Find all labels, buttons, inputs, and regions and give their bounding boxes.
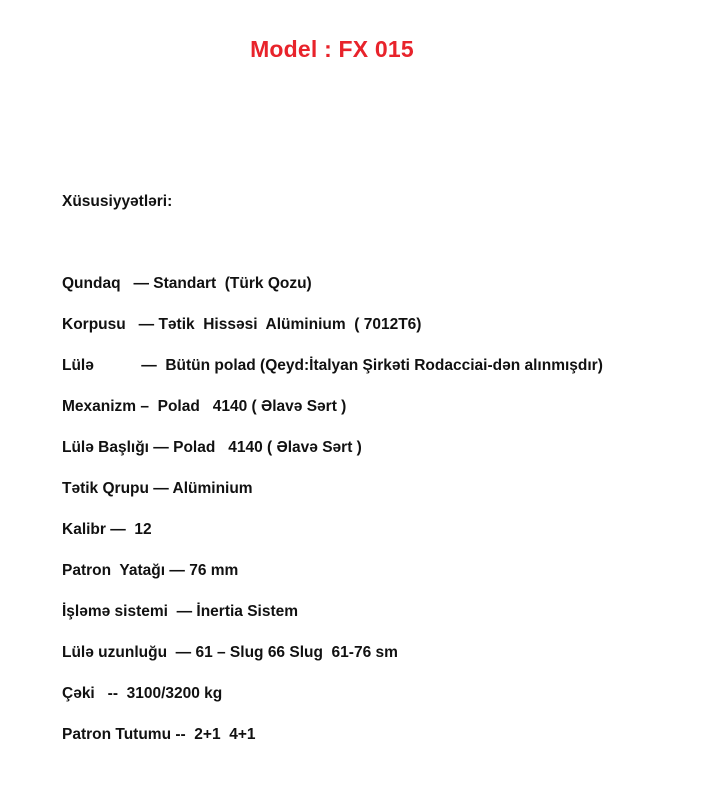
spec-barrel-length: Lülə uzunluğu — 61 – Slug 66 Slug 61-76 sm [62,644,398,661]
spec-weight: Çəki -- 3100/3200 kg [62,685,223,702]
spec-body: Korpusu — Tətik Hissəsi Alüminium ( 7012T6) [62,316,422,333]
spec-caliber: Kalibr — 12 [62,521,152,538]
features-heading: Xüsusiyyətləri: [62,193,173,210]
spec-barrel-head: Lülə Başlığı — Polad 4140 ( Əlavə Sərt ) [62,439,362,456]
spec-stock: Qundaq — Standart (Türk Qozu) [62,275,312,292]
spec-barrel: Lülə — Bütün polad (Qeyd:İtalyan Şirkəti Rodacciai-dən alınmışdır) [62,357,603,374]
spec-trigger-group: Tətik Qrupu — Alüminium [62,480,253,497]
spec-chamber: Patron Yatağı — 76 mm [62,562,239,579]
model-title: Model : FX 015 [250,36,414,62]
spec-operating-system: İşləmə sistemi — İnertia Sistem [62,603,299,620]
spec-capacity: Patron Tutumu -- 2+1 4+1 [62,726,256,743]
spec-mechanism: Mexanizm – Polad 4140 ( Əlavə Sərt ) [62,398,347,415]
spec-list [62,274,603,766]
